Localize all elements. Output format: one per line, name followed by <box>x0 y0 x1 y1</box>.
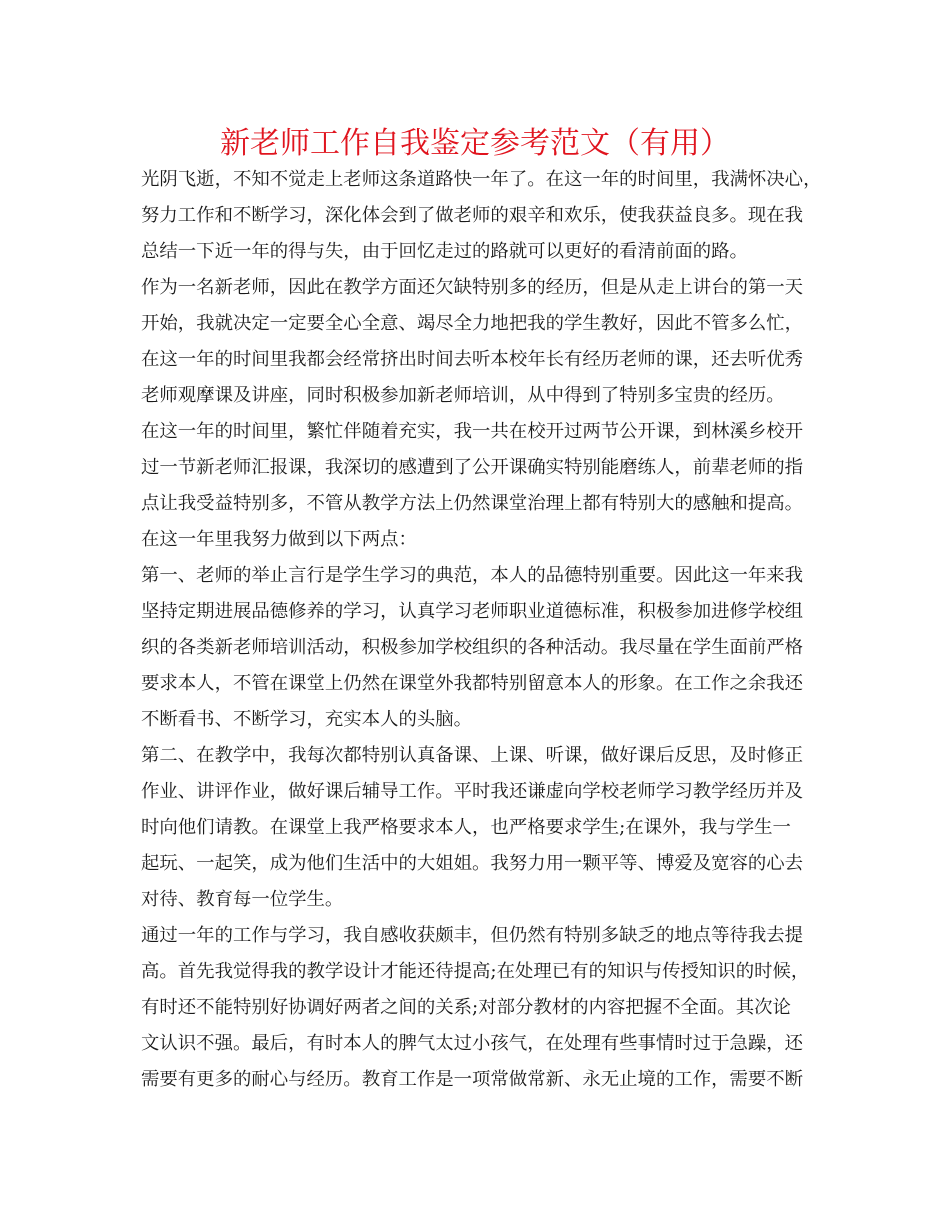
body-line: 点让我受益特别多，不管从教学方法上仍然课堂治理上都有特别大的感触和提高。 <box>141 493 804 514</box>
body-line: 过一节新老师汇报课，我深切的感遭到了公开课确实特别能磨练人，前辈老师的指 <box>141 457 804 478</box>
body-line: 有时还不能特别好协调好两者之间的关系;对部分教材的内容把握不全面。其次论 <box>141 997 791 1018</box>
body-line: 需要有更多的耐心与经历。教育工作是一项常做常新、永无止境的工作，需要不断 <box>141 1069 804 1090</box>
body-line: 织的各类新老师培训活动，积极参加学校组织的各种活动。我尽量在学生面前严格 <box>141 637 804 658</box>
body-line: 作业、讲评作业，做好课后辅导工作。平时我还谦虚向学校老师学习教学经历并及 <box>141 781 804 802</box>
body-line: 通过一年的工作与学习，我自感收获颇丰，但仍然有特别多缺乏的地点等待我去提 <box>141 925 804 946</box>
body-line: 时向他们请教。在课堂上我严格要求本人，也严格要求学生;在课外，我与学生一 <box>141 817 791 838</box>
body-line: 坚持定期进展品德修养的学习，认真学习老师职业道德标准，积极参加进修学校组 <box>141 601 804 622</box>
body-line: 在这一年里我努力做到以下两点： <box>141 529 417 550</box>
body-line: 起玩、一起笑，成为他们生活中的大姐姐。我努力用一颗平等、博爱及宽容的心去 <box>141 853 804 874</box>
body-line: 高。首先我觉得我的教学设计才能还待提高;在处理已有的知识与传授知识的时候， <box>141 961 810 982</box>
body-line: 第二、在教学中，我每次都特别认真备课、上课、听课，做好课后反思，及时修正 <box>141 745 804 766</box>
body-line: 要求本人，不管在课堂上仍然在课堂外我都特别留意本人的形象。在工作之余我还 <box>141 673 804 694</box>
body-line: 不断看书、不断学习，充实本人的头脑。 <box>141 709 473 730</box>
body-line: 在这一年的时间里，繁忙伴随着充实，我一共在校开过两节公开课，到林溪乡校开 <box>141 421 804 442</box>
body-line: 光阴飞逝，不知不觉走上老师这条道路快一年了。在这一年的时间里，我满怀决心， <box>141 169 821 190</box>
body-line: 总结一下近一年的得与失，由于回忆走过的路就可以更好的看清前面的路。 <box>141 241 748 262</box>
body-line: 开始，我就决定一定要全心全意、竭尽全力地把我的学生教好，因此不管多么忙， <box>141 313 804 334</box>
body-line: 文认识不强。最后，有时本人的脾气太过小孩气，在处理有些事情时过于急躁，还 <box>141 1033 804 1054</box>
body-line: 作为一名新老师，因此在教学方面还欠缺特别多的经历，但是从走上讲台的第一天 <box>141 277 804 298</box>
body-line: 老师观摩课及讲座，同时积极参加新老师培训，从中得到了特别多宝贵的经历。 <box>141 385 785 406</box>
body-line: 努力工作和不断学习，深化体会到了做老师的艰辛和欢乐，使我获益良多。现在我 <box>141 205 804 226</box>
document-title: 新老师工作自我鉴定参考范文（有用） <box>220 126 730 161</box>
body-line: 第一、老师的举止言行是学生学习的典范，本人的品德特别重要。因此这一年来我 <box>141 565 804 586</box>
body-line: 在这一年的时间里我都会经常挤出时间去听本校年长有经历老师的课，还去听优秀 <box>141 349 804 370</box>
body-line: 对待、教育每一位学生。 <box>141 889 344 910</box>
